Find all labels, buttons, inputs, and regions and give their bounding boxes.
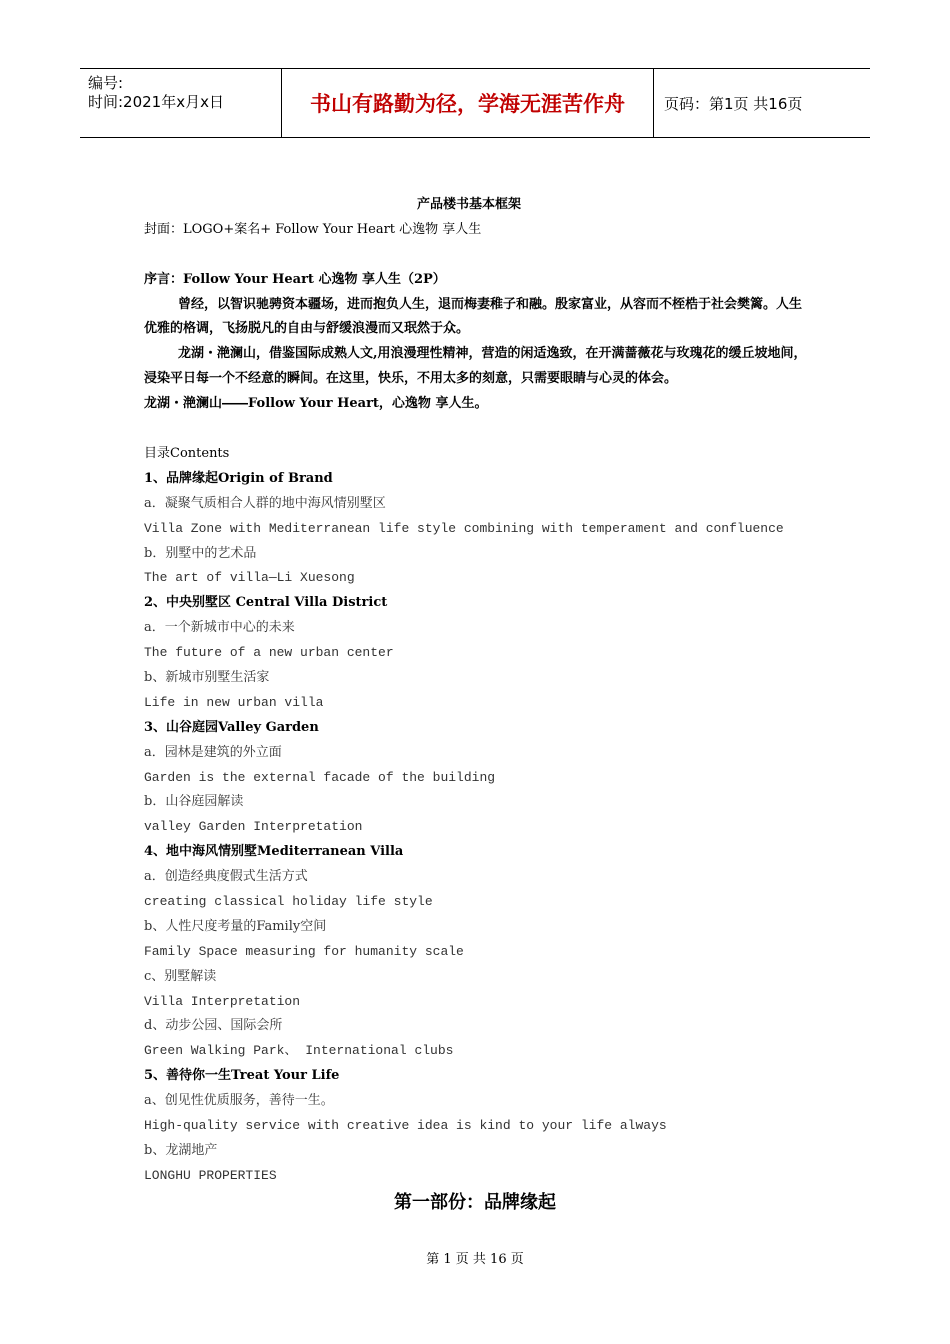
document-body	[144, 193, 814, 1189]
toc-item-en: The future of a new urban center	[144, 645, 394, 661]
toc-item-cn: b．别墅中的艺术品	[144, 545, 257, 561]
page-code: 页码：第1页 共16页	[664, 94, 803, 113]
toc-item-cn: a．一个新城市中心的未来	[144, 620, 295, 636]
toc-item-cn: c、别墅解读	[144, 968, 217, 984]
toc-section-heading: 4、地中海风情别墅Mediterranean Villa	[144, 844, 404, 860]
toc-item-cn: a．凝聚气质相合人群的地中海风情别墅区	[144, 495, 386, 511]
preface-paragraph-1: 曾经，以智识驰骋资本疆场，进而抱负人生，退而梅妻稚子和融。殷家富业，从容而不桎梏于社会樊篱。人生优雅的格调，飞扬脱凡的自由与舒缓浪漫而又珉然于众。	[144, 296, 803, 337]
toc-item-en: Family Space measuring for humanity scale	[144, 943, 464, 959]
toc-item-cn: a．创造经典度假式生活方式	[144, 869, 308, 885]
header-info-cell	[80, 69, 282, 137]
toc-item-cn: b、新城市别墅生活家	[144, 670, 270, 685]
toc-section-heading: 2、中央别墅区 Central Villa District	[144, 595, 388, 611]
toc-item-en: Garden is the external facade of the building	[144, 769, 496, 785]
toc-item-en: LONGHU PROPERTIES	[144, 1167, 277, 1183]
toc-item-en: Green Walking Park、 International clubs	[144, 1043, 454, 1059]
motto: 书山有路勤为径，学海无涯苦作舟	[310, 92, 625, 116]
toc-item-cn: b．山谷庭园解读	[144, 794, 244, 810]
contents-title: 目录Contents	[144, 445, 230, 461]
preface-paragraph-2: 龙湖・滟澜山，借鉴国际成熟人文,用浪漫理性精神，营造的闲适逸致，在开满蔷薇花与玫瑰花的缓丘坡地间，浸染平日每一个不经意的瞬间。在这里，快乐，不用太多的刻意，只需要眼睛与心灵的体会。	[144, 346, 807, 387]
time-label: 时间:2021年x月x日	[88, 93, 224, 111]
preface-paragraph-3: 龙湖・滟澜山――Follow Your Heart，心逸物 享人生。	[144, 396, 488, 412]
toc-item-en: valley Garden Interpretation	[144, 819, 363, 835]
toc-item-cn: d、动步公园、国际会所	[144, 1018, 283, 1034]
cover-line: 封面：LOGO+案名+ Follow Your Heart 心逸物 享人生	[144, 221, 482, 237]
toc-item-en: Villa Zone with Mediterranean life style combining with temperament and confluence	[144, 520, 784, 536]
page-header	[80, 68, 870, 138]
toc-item-cn: a、创见性优质服务，善待一生。	[144, 1093, 334, 1109]
page-footer: 第 1 页 共 16 页	[426, 1252, 524, 1267]
preface-title: 序言：Follow Your Heart 心逸物 享人生（2P）	[144, 271, 446, 287]
table-of-contents	[144, 467, 814, 1189]
toc-item-cn: b、龙湖地产	[144, 1142, 218, 1158]
toc-section-heading: 3、山谷庭园Valley Garden	[144, 719, 319, 735]
doc-title: 产品楼书基本框架	[416, 197, 521, 212]
toc-item-cn: a．园林是建筑的外立面	[144, 744, 282, 760]
part-title: 第一部份：品牌缘起	[394, 1192, 556, 1213]
toc-item-en: Villa Interpretation	[144, 993, 301, 1009]
header-page-cell	[654, 69, 870, 137]
toc-section-heading: 5、善待你一生Treat Your Life	[144, 1068, 340, 1084]
toc-item-cn: b、人性尺度考量的Family空间	[144, 918, 327, 934]
toc-item-en: creating classical holiday life style	[144, 894, 433, 910]
header-motto-cell	[282, 69, 654, 137]
toc-item-en: High-quality service with creative idea is kind to your life always	[144, 1118, 667, 1134]
number-label: 编号:	[88, 74, 124, 92]
toc-item-en: The art of villa—Li Xuesong	[144, 570, 355, 586]
toc-section-heading: 1、品牌缘起Origin of Brand	[144, 470, 333, 486]
toc-item-en: Life in new urban villa	[144, 694, 324, 710]
